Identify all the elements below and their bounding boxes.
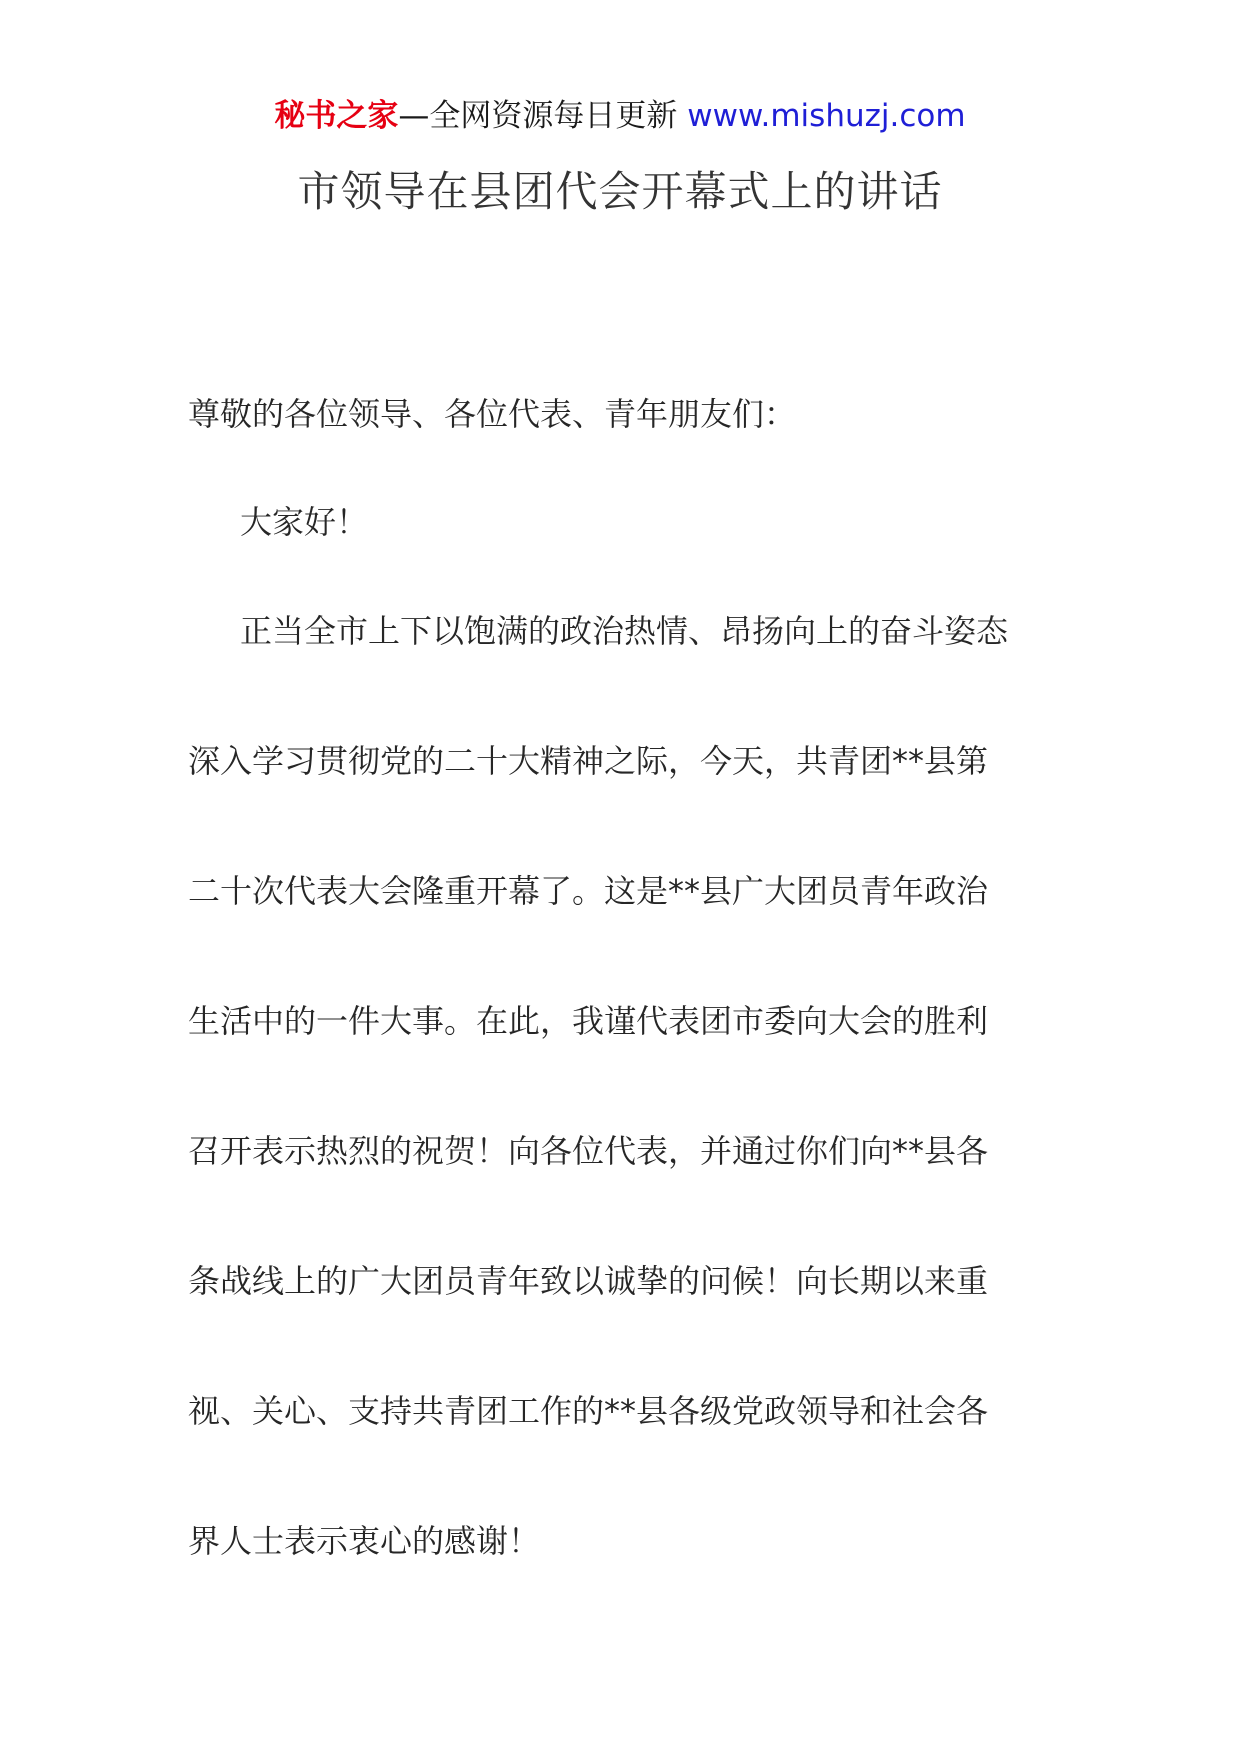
paragraph-line: 二十次代表大会隆重开幕了。这是**县广大团员青年政治: [188, 872, 989, 910]
header-tagline: —全网资源每日更新: [398, 98, 678, 134]
brand-name: 秘书之家: [274, 98, 399, 134]
document-title: 市领导在县团代会开幕式上的讲话: [297, 167, 943, 216]
page-header: [0, 96, 1240, 136]
paragraph-line: 条战线上的广大团员青年致以诚挚的问候！向长期以来重: [188, 1262, 989, 1300]
paragraph-line: 正当全市上下以饱满的政治热情、昂扬向上的奋斗姿态: [240, 612, 1009, 650]
paragraph-line: 视、关心、支持共青团工作的**县各级党政领导和社会各: [188, 1392, 989, 1430]
paragraph-line: 界人士表示衷心的感谢！: [188, 1522, 541, 1560]
paragraph-line: 生活中的一件大事。在此，我谨代表团市委向大会的胜利: [188, 1002, 989, 1040]
greeting: 大家好！: [240, 503, 369, 541]
paragraph-line: 召开表示热烈的祝贺！向各位代表，并通过你们向**县各: [188, 1132, 989, 1170]
site-link[interactable]: www.mishuzj.com: [687, 98, 966, 134]
paragraph-line: 深入学习贯彻党的二十大精神之际，今天，共青团**县第: [188, 742, 989, 780]
salutation: 尊敬的各位领导、各位代表、青年朋友们：: [188, 395, 797, 433]
